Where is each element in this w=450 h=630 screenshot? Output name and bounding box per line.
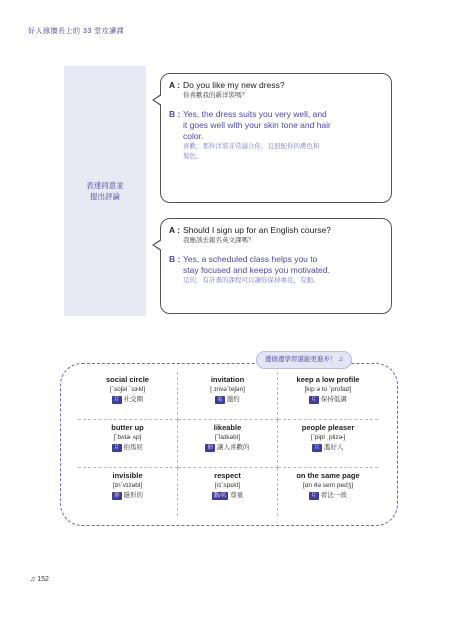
vocab-ipa: [ɪnˋvɪzəbl] <box>112 482 143 489</box>
vocab-meaning: 拍馬屁 <box>123 444 143 451</box>
vocab-ipa: [ˌɪnvəˋteʃən] <box>210 386 245 393</box>
vocab-ipa: [ˋsoʃəl ˋsɝkl] <box>109 386 146 393</box>
vocab-meaning: 讓人喜歡的 <box>217 444 250 451</box>
topic-label: 表達同意並 提出評論 <box>86 181 124 201</box>
pos-badge: 片 <box>311 397 317 403</box>
running-header: 好人緣擅長上的 33 堂攻讀課 <box>28 28 125 35</box>
pos-badge: 形 <box>113 493 120 499</box>
vocab-ipa: [kip ə lo ˋprofaɪl] <box>304 386 352 393</box>
vocab-meaning-row <box>78 443 177 453</box>
vocab-meaning-row <box>278 395 378 405</box>
vocab-ipa: [ˋpipl ˌplizɚ] <box>310 434 346 441</box>
vocab-meaning-row <box>178 443 277 453</box>
vocab-meaning: 濫好人 <box>324 444 344 451</box>
pos-badge: 片 <box>113 445 120 451</box>
vocab-item <box>278 468 378 516</box>
vocab-grid <box>78 372 378 516</box>
vocab-meaning-row <box>278 491 378 501</box>
dialog1-a: A : Do you like my new dress? <box>169 80 285 90</box>
vocab-item <box>78 420 178 468</box>
dialog1-a-zh: 你喜歡我的新洋裝嗎？ <box>183 92 248 99</box>
dialog1-b: B : Yes, the dress suits you very well, and it goes well with your skin tone and hair color. <box>169 109 331 141</box>
dialog-bubble-1 <box>160 73 392 203</box>
vocab-meaning: 看法一致 <box>320 492 347 499</box>
pos-badge: 片 <box>113 397 120 403</box>
vocab-word: people pleaser <box>301 423 355 432</box>
vocab-ipa: [rɪˋspɛkt] <box>214 482 241 489</box>
pos-badge: 片 <box>311 493 317 499</box>
dialog1-b-zh: 喜歡，那件洋裝非常適合你，且很配你的膚色和 髮色。 <box>183 143 320 160</box>
pos-badge: 形 <box>207 445 213 451</box>
vocab-meaning: 尊重 <box>230 492 244 499</box>
vocab-item <box>178 468 278 516</box>
dialog2-b-zh: 是的，有計畫的課程可以讓你保持專注，有動。 <box>183 277 320 284</box>
topic-panel <box>64 66 146 316</box>
vocab-title: 邊做邊學習還能更進步！ ♫ <box>256 351 352 369</box>
pos-badge: 片 <box>314 445 320 451</box>
vocab-ipa: [ˋlaɪkəbl] <box>214 434 241 441</box>
vocab-item <box>78 372 178 420</box>
vocab-meaning: 保持低調 <box>320 396 347 403</box>
vocab-meaning: 社交圈 <box>123 396 143 403</box>
vocab-word: social circle <box>106 375 149 384</box>
vocab-ipa: [ɑn ðə sem pedʒ] <box>302 482 354 489</box>
vocab-meaning-row <box>278 443 378 453</box>
vocab-meaning-row <box>178 395 277 405</box>
dialog2-a-zh: 我應該去報名英文課嗎？ <box>183 237 255 244</box>
vocab-item <box>178 420 278 468</box>
vocab-word: keep a low profile <box>296 375 360 384</box>
vocab-item <box>78 468 178 516</box>
pos-badge: 動/名 <box>213 493 227 499</box>
vocab-ipa: [ˋbʌtɚ ʌp] <box>113 434 142 441</box>
vocab-word: respect <box>214 471 241 480</box>
dialog-bubble-2 <box>160 218 392 314</box>
pos-badge: 名 <box>217 397 223 403</box>
vocab-meaning: 邀約 <box>226 396 240 403</box>
vocab-item <box>278 372 378 420</box>
vocab-word: invitation <box>210 375 245 384</box>
vocab-meaning: 隱形的 <box>123 492 143 499</box>
vocab-meaning-row <box>78 395 177 405</box>
dialog2-a: A : Should I sign up for an English course? <box>169 225 331 235</box>
vocab-word: butter up <box>111 423 144 432</box>
page-number: ♫ 152 <box>30 576 49 583</box>
vocab-word: on the same page <box>296 471 360 480</box>
music-note-icon: ♫ <box>30 576 36 583</box>
dialog2-b: B : Yes, a scheduled class helps you to stay focused and keeps you motivated. <box>169 254 330 275</box>
vocab-item <box>278 420 378 468</box>
music-note-icon: ♫ <box>338 356 344 363</box>
vocab-meaning-row <box>78 491 177 501</box>
vocab-word: likeable <box>213 423 242 432</box>
vocab-word: invisible <box>112 471 143 480</box>
vocab-meaning-row <box>178 491 277 501</box>
vocab-item <box>178 372 278 420</box>
